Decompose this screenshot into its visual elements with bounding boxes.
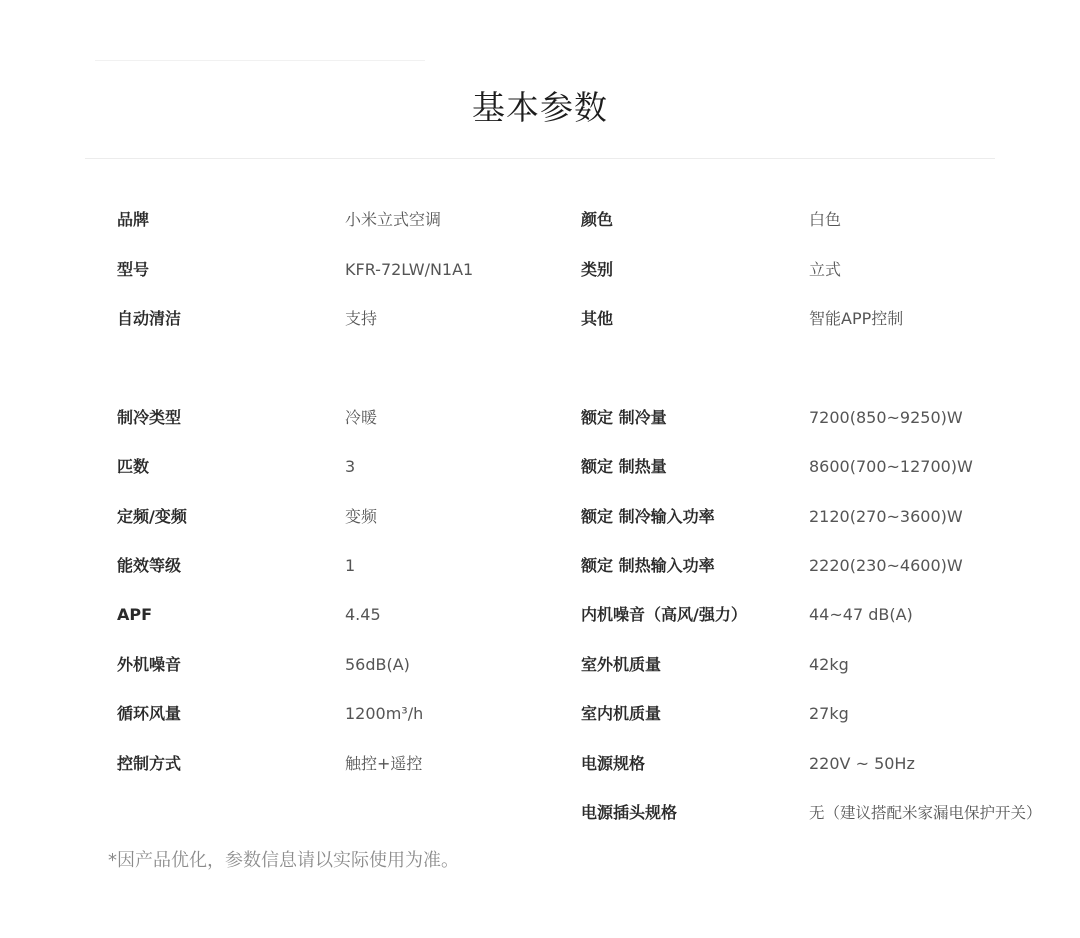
spec-value: 小米立式空调 — [345, 210, 442, 229]
spec-value: 4.45 — [345, 605, 381, 624]
spec-label: 电源规格 — [581, 754, 646, 773]
spec-value: 2120(270~3600)W — [809, 507, 963, 526]
spec-value: 44~47 dB(A) — [809, 605, 913, 624]
spec-value: 1200m³/h — [345, 704, 424, 723]
spec-value: KFR-72LW/N1A1 — [345, 260, 474, 279]
footnote: *因产品优化，参数信息请以实际使用为准。 — [108, 850, 459, 871]
spec-label: 匹数 — [117, 457, 150, 476]
spec-value: 56dB(A) — [345, 655, 410, 674]
spec-label: 额定 制热量 — [581, 457, 667, 476]
spec-value: 触控+遥控 — [345, 754, 423, 773]
spec-label: 自动清洁 — [117, 309, 182, 328]
spec-value: 无（建议搭配米家漏电保护开关） — [809, 804, 1042, 822]
spec-label: APF — [117, 605, 153, 624]
top-divider — [95, 60, 425, 61]
spec-label: 室外机质量 — [581, 655, 662, 674]
spec-value: 27kg — [809, 704, 849, 723]
page-title: 基本参数 — [472, 88, 608, 127]
spec-value: 冷暖 — [345, 408, 378, 427]
spec-value: 42kg — [809, 655, 849, 674]
spec-label: 其他 — [581, 309, 614, 328]
title-divider — [85, 158, 995, 159]
spec-label: 型号 — [117, 260, 150, 279]
spec-label: 额定 制冷输入功率 — [581, 507, 715, 526]
spec-label: 室内机质量 — [581, 704, 662, 723]
spec-label: 电源插头规格 — [581, 803, 678, 822]
spec-label: 制冷类型 — [117, 408, 182, 427]
spec-label: 定频/变频 — [117, 507, 187, 526]
spec-label: 类别 — [581, 260, 614, 279]
spec-value: 7200(850~9250)W — [809, 408, 963, 427]
spec-value: 1 — [345, 556, 356, 575]
spec-value: 立式 — [809, 260, 842, 279]
spec-label: 额定 制冷量 — [581, 408, 667, 427]
spec-label: 循环风量 — [117, 704, 182, 723]
spec-label: 额定 制热输入功率 — [581, 556, 715, 575]
spec-label: 品牌 — [117, 210, 150, 229]
spec-label: 内机噪音（高风/强力） — [581, 605, 747, 624]
spec-value: 变频 — [345, 507, 378, 526]
spec-label: 颜色 — [581, 210, 614, 229]
spec-value: 白色 — [809, 210, 842, 229]
spec-value: 2220(230~4600)W — [809, 556, 963, 575]
spec-value: 220V ~ 50Hz — [809, 754, 915, 773]
spec-label: 外机噪音 — [117, 655, 182, 674]
spec-value: 智能APP控制 — [809, 309, 904, 328]
spec-value: 8600(700~12700)W — [809, 457, 973, 476]
spec-label: 能效等级 — [117, 556, 182, 575]
spec-value: 支持 — [345, 309, 378, 328]
spec-label: 控制方式 — [117, 754, 182, 773]
spec-value: 3 — [345, 457, 356, 476]
